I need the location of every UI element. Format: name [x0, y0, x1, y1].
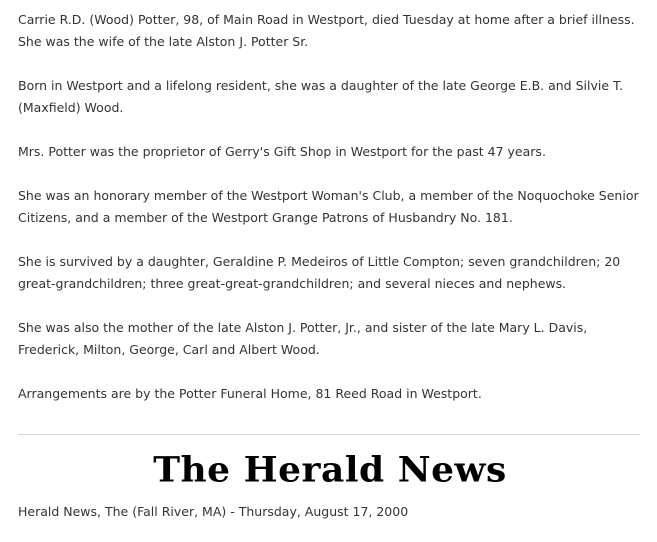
obituary-paragraph-7: Arrangements are by the Potter Funeral Home, 81 Reed Road in Westport. — [18, 386, 482, 401]
obituary-body — [18, 9, 643, 427]
obituary-paragraph-1: Carrie R.D. (Wood) Potter, 98, of Main Road in Westport, died Tuesday at home after a brief illness. She was the wife of the late Alston J. Potter Sr. — [18, 12, 635, 49]
obituary-paragraph-6: She was also the mother of the late Alston J. Potter, Jr., and sister of the late Mary L. Davis, Frederick, Milton, George, Carl and Albert Wood. — [18, 320, 588, 357]
section-divider — [18, 434, 640, 435]
obituary-paragraph-4: She was an honorary member of the Westport Woman's Club, a member of the Noquochoke Senior Citizens, and a member of the Westport Grange Patrons of Husbandry No. 181. — [18, 188, 639, 225]
herald-news-logo: The Herald News — [153, 450, 507, 490]
newspaper-masthead — [0, 448, 657, 492]
obituary-paragraph-3: Mrs. Potter was the proprietor of Gerry's Gift Shop in Westport for the past 47 years. — [18, 144, 546, 159]
obituary-paragraph-5: She is survived by a daughter, Geraldine P. Medeiros of Little Compton; seven grandchildren; 20 great-grandchildren; three great-great-grandchildren; and several nieces and nephews. — [18, 254, 621, 291]
source-citation: Herald News, The (Fall River, MA) - Thursday, August 17, 2000 — [18, 504, 409, 519]
obituary-paragraph-2: Born in Westport and a lifelong resident, she was a daughter of the late George E.B. and Silvie T. (Maxfield) Wood. — [18, 78, 624, 115]
